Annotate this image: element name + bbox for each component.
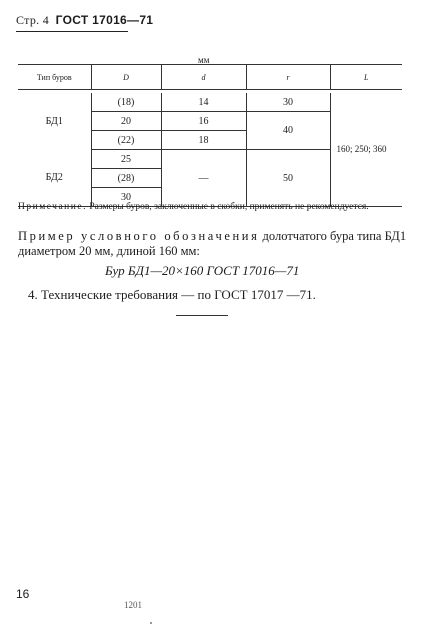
- section-4-technical-requirements: 4. Технические требования — по ГОСТ 17017 —71.: [28, 287, 316, 302]
- r-cell: 50: [246, 150, 330, 207]
- column-header-L: L: [330, 65, 402, 90]
- example-text: долотчатого бура типа БД1 диаметром 20 мм, длиной 160 мм:: [18, 229, 407, 258]
- designation-string: Бур БД1—20×160 ГОСТ 17016—71: [105, 263, 300, 278]
- L-cell: 160; 250; 360: [330, 93, 402, 207]
- drill-dimensions-table: [18, 64, 402, 207]
- units-label: мм: [198, 55, 210, 65]
- page-header: [16, 13, 153, 28]
- end-rule: [176, 315, 228, 316]
- note-text: Размеры буров, заключенные в скобки, применять не рекомендуется.: [89, 202, 369, 212]
- header-rule: [16, 31, 128, 32]
- column-header-D: D: [91, 65, 161, 90]
- table-note: [18, 201, 403, 214]
- type-cell: БД2: [18, 150, 91, 207]
- r-cell: 40: [246, 112, 330, 150]
- d-cell: 18: [161, 131, 246, 150]
- d-cell: —: [161, 150, 246, 207]
- r-cell: 30: [246, 93, 330, 112]
- example-lead: Пример условного обозначения: [18, 229, 260, 243]
- table-header-row: [18, 65, 402, 90]
- d-cell: 16: [161, 112, 246, 131]
- D-cell: 30: [91, 188, 161, 207]
- page-label: Стр. 4: [16, 13, 50, 27]
- page-number: 16: [16, 587, 30, 601]
- D-cell: 20: [91, 112, 161, 131]
- D-cell: (28): [91, 169, 161, 188]
- standard-code: ГОСТ 17016—71: [55, 13, 154, 27]
- D-cell: 25: [91, 150, 161, 169]
- designation-example: [18, 229, 410, 259]
- column-header-d: d: [161, 65, 246, 90]
- table-row: [18, 93, 402, 112]
- column-header-type: Тип буров: [18, 65, 91, 90]
- type-cell: БД1: [45, 115, 63, 127]
- column-header-r: r: [246, 65, 330, 90]
- archive-stamp: 1201: [124, 600, 142, 610]
- D-cell: (18): [91, 93, 161, 112]
- speck-mark: [150, 622, 152, 624]
- d-cell: 14: [161, 93, 246, 112]
- note-label: Примечание.: [18, 202, 87, 212]
- D-cell: (22): [91, 131, 161, 150]
